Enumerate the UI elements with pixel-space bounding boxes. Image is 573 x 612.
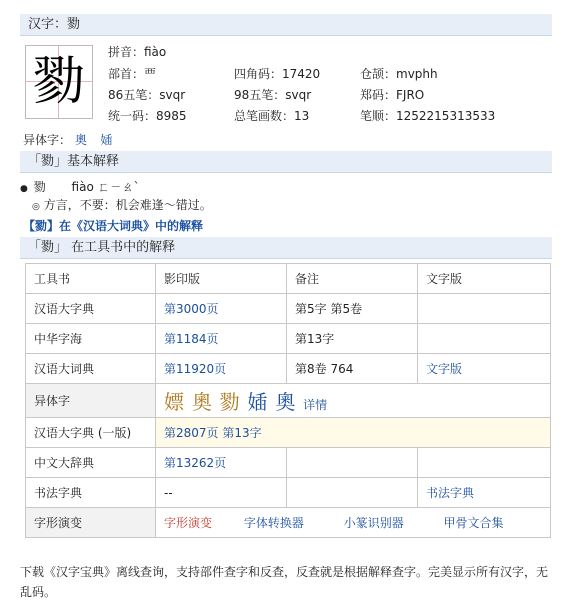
- strokes-info: 总笔画数：13: [234, 109, 310, 123]
- row-label: 书法字典: [26, 478, 156, 508]
- note-cell: 第8卷 764: [287, 354, 418, 384]
- basic-pron: fiào ㄈㄧㄠˋ: [71, 180, 140, 194]
- zhengma-info: 郑码：FJRO: [360, 88, 425, 102]
- variants-label: 异体字：: [23, 133, 72, 147]
- bushou-info: 部首：覀: [108, 67, 157, 81]
- variant-glyph[interactable]: 嫖: [164, 390, 184, 414]
- sf-value: --: [156, 478, 287, 508]
- col-header-tool: 工具书: [26, 264, 156, 294]
- stroke-order-info: 笔顺：1252215313533: [360, 109, 496, 123]
- bullet-icon: ●: [20, 184, 28, 194]
- basic-char: 勠: [33, 180, 46, 194]
- hd1-page-link[interactable]: 第2807页 第13字: [164, 426, 262, 440]
- variant-detail-link[interactable]: 详情: [303, 398, 328, 412]
- table-row-glyph-evolution: [26, 508, 551, 538]
- wubi86-info: 86五笔：svqr: [108, 88, 186, 102]
- variant-glyph[interactable]: 㛼: [247, 390, 268, 414]
- row-label: 汉语大字典 (一版): [26, 418, 156, 448]
- basic-header: 「勠」基本解释: [20, 151, 552, 173]
- table-row-variants: [26, 384, 551, 418]
- zw-page-link[interactable]: 第13262页: [164, 456, 227, 470]
- big-character: 勠: [32, 52, 85, 112]
- scan-page-link[interactable]: 第11920页: [164, 362, 227, 376]
- row-label: 汉语大字典: [26, 294, 156, 324]
- unicode-info: 统一码：8985: [108, 109, 187, 123]
- row-label: 中文大辞典: [26, 448, 156, 478]
- note-cell: 第13字: [287, 324, 418, 354]
- glyph-evolution-link[interactable]: 字形演变: [164, 516, 213, 530]
- def-marker-icon: ◎: [32, 202, 40, 212]
- note-cell: [287, 448, 418, 478]
- col-header-scan: 影印版: [156, 264, 287, 294]
- tools-table: [25, 263, 551, 538]
- col-header-text: 文字版: [418, 264, 551, 294]
- hanyu-dictionary-link[interactable]: 【勠】在《汉语大词典》中的解释: [23, 219, 204, 233]
- table-row: [26, 324, 551, 354]
- basic-entry: [20, 178, 140, 195]
- text-version-link[interactable]: 文字版: [426, 362, 463, 376]
- text-cell: [418, 324, 551, 354]
- tools-header: 「勠」 在工具书中的解释: [20, 237, 552, 259]
- font-converter-link[interactable]: 字体转换器: [243, 516, 304, 530]
- variant-glyphs-cell: [156, 384, 551, 418]
- char-display-box: [25, 45, 93, 119]
- table-row: [26, 418, 551, 448]
- glyph-tools-cell: [156, 508, 551, 538]
- table-row: [26, 354, 551, 384]
- sijiao-info: 四角码：17420: [234, 67, 321, 81]
- col-header-note: 备注: [287, 264, 418, 294]
- table-row: [26, 478, 551, 508]
- oracle-bone-collection-link[interactable]: 甲骨文合集: [443, 516, 504, 530]
- char-header: 汉字：勠: [20, 14, 552, 36]
- cangjie-info: 仓颉：mvphh: [360, 67, 438, 81]
- text-cell: [418, 294, 551, 324]
- footer-text: 下载《汉字宝典》离线查询，支持部件查字和反查，反查就是根据解释查字。完美显示所有汉字，无乱码。: [20, 565, 549, 599]
- note-cell: [287, 478, 418, 508]
- wubi98-info: 98五笔：svqr: [234, 88, 312, 102]
- seal-script-recognizer-link[interactable]: 小篆识别器: [343, 516, 404, 530]
- def-text: 方言，不要：机会难逢～错过。: [43, 198, 212, 212]
- variant-glyph[interactable]: 奧: [275, 390, 296, 414]
- variant-glyph[interactable]: 奧: [191, 390, 212, 414]
- row-label: 中华字海: [26, 324, 156, 354]
- variant-link-2[interactable]: 㛼: [100, 133, 113, 147]
- table-header-row: [26, 264, 551, 294]
- text-cell: [418, 448, 551, 478]
- table-row: [26, 448, 551, 478]
- table-row: [26, 294, 551, 324]
- variant-glyph[interactable]: 勠: [219, 390, 240, 414]
- calligraphy-link[interactable]: 书法字典: [426, 486, 475, 500]
- scan-page-link[interactable]: 第1184页: [164, 332, 219, 346]
- pinyin-info: 拼音：fiào: [108, 45, 167, 59]
- note-cell: 第5字 第5卷: [287, 294, 418, 324]
- variants-row: [23, 131, 113, 148]
- basic-definition: [32, 196, 212, 213]
- row-label: 异体字: [26, 384, 156, 418]
- row-label: 字形演变: [26, 508, 156, 538]
- row-label: 汉语大词典: [26, 354, 156, 384]
- variant-link-1[interactable]: 奧: [74, 133, 87, 147]
- scan-page-link[interactable]: 第3000页: [164, 302, 219, 316]
